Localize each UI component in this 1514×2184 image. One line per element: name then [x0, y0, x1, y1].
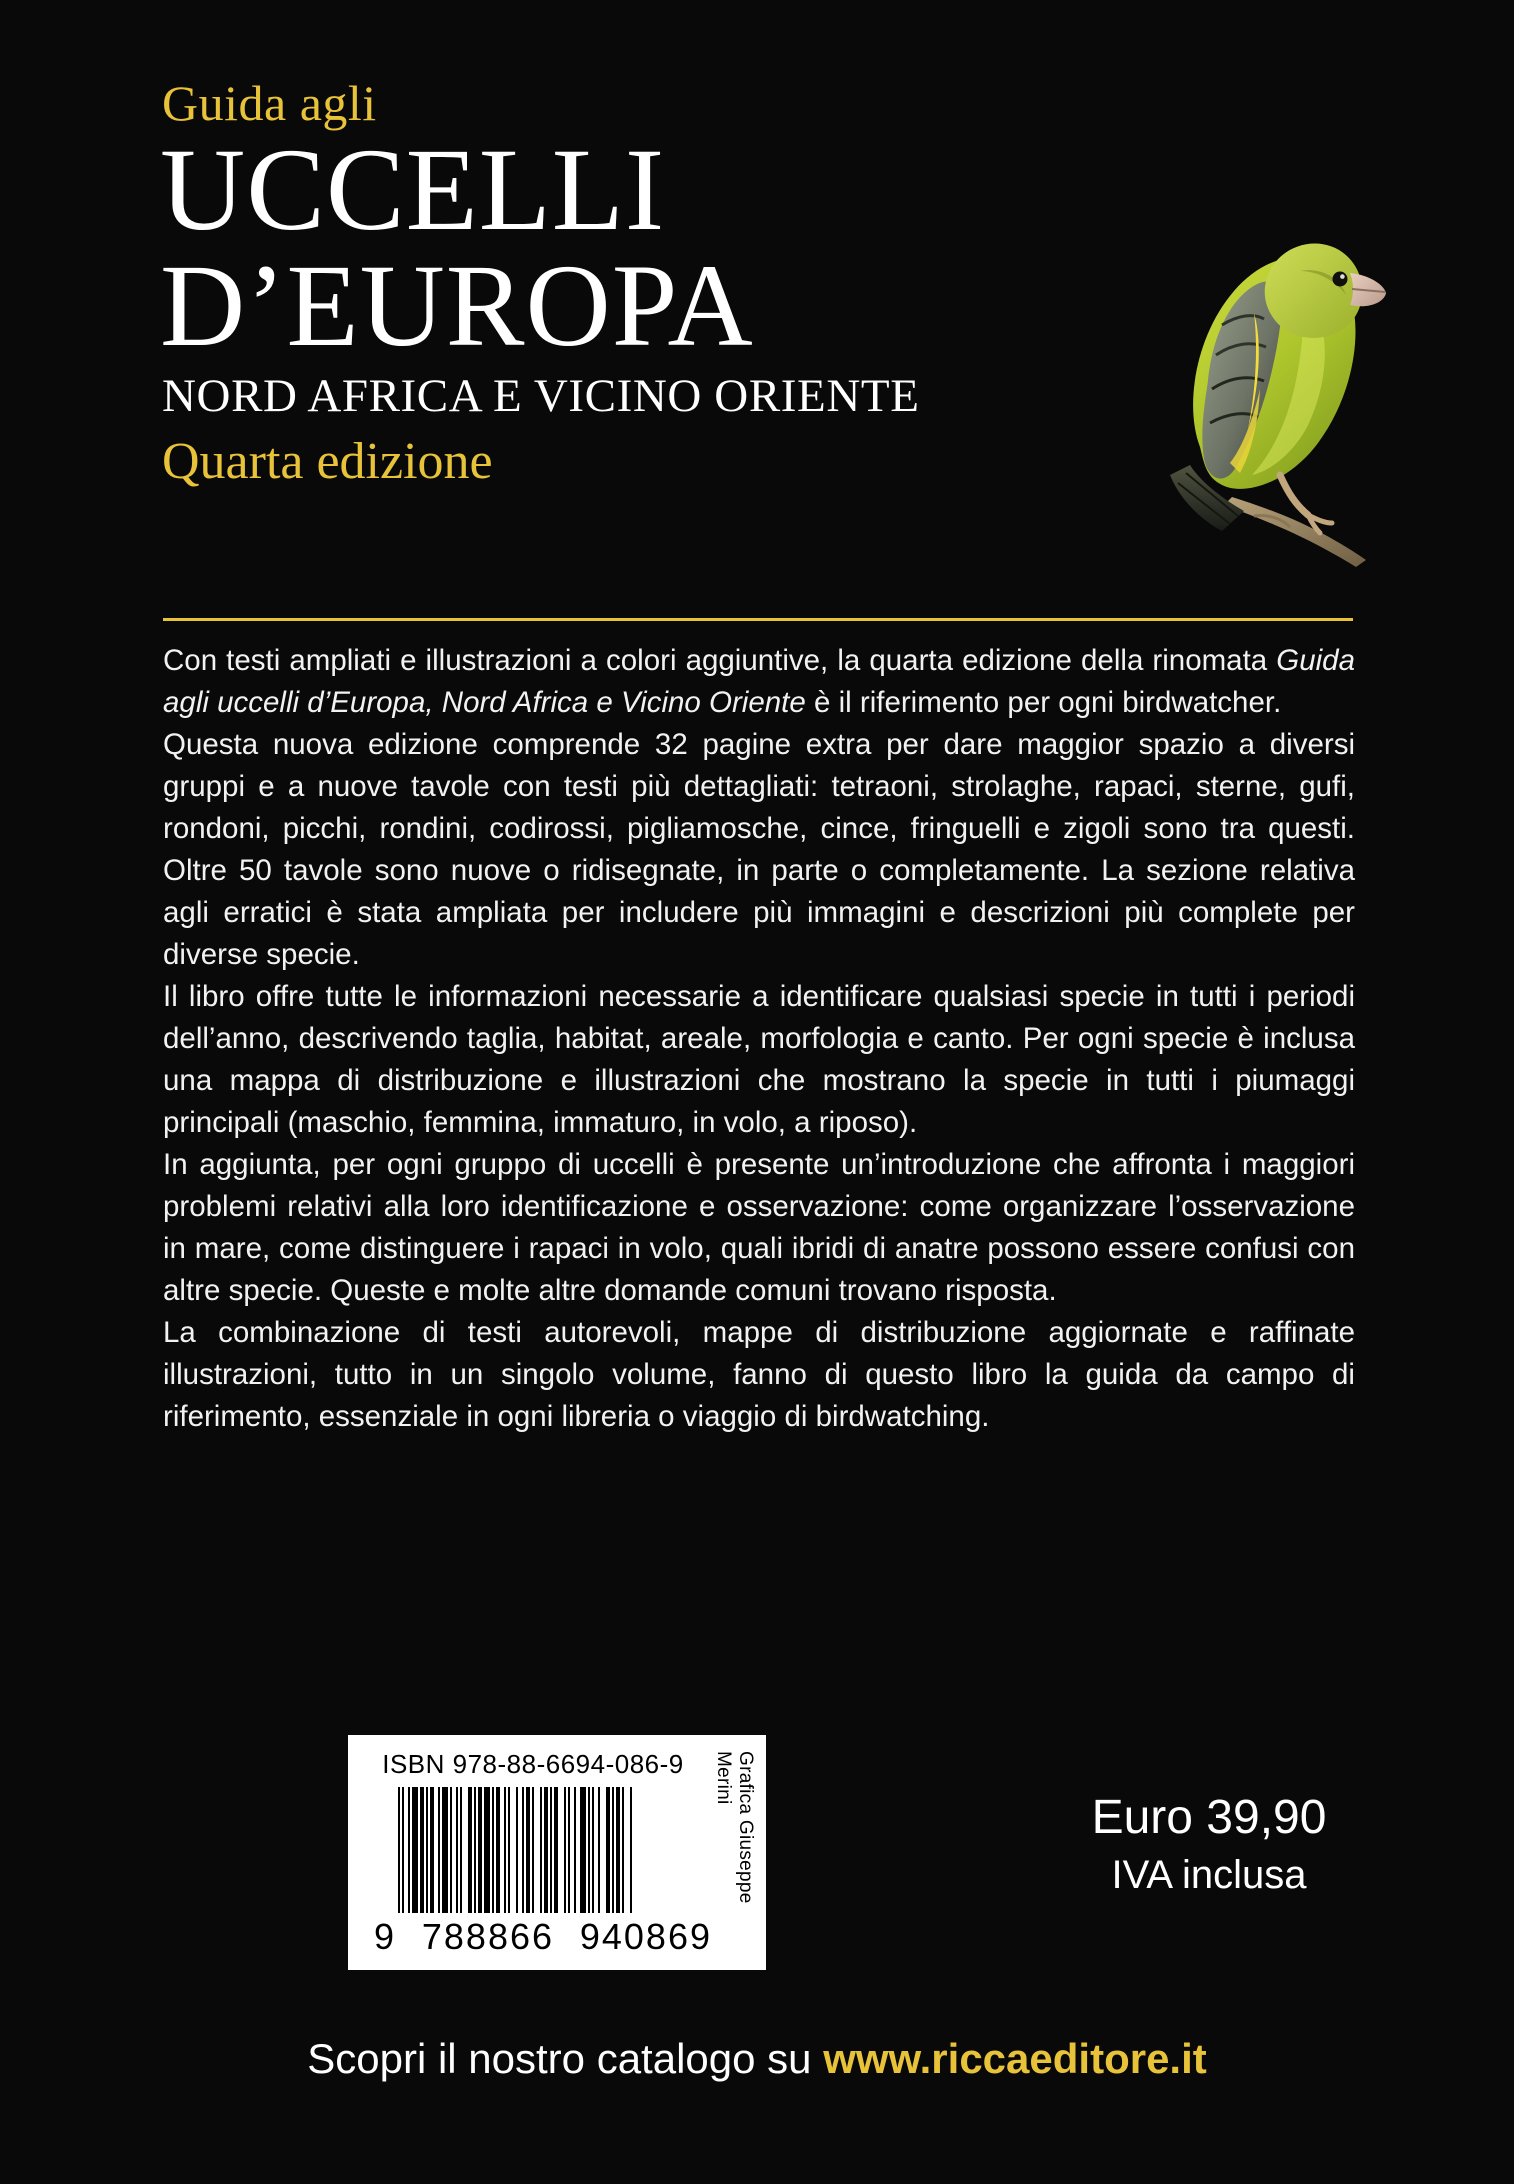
branch-shape — [1224, 497, 1366, 567]
blurb-text — [163, 640, 1355, 1438]
price-amount: Euro 39,90 — [1091, 1791, 1327, 1844]
cover-kicker: Guida agli — [162, 75, 377, 131]
cover-subtitle: NORD AFRICA E VICINO ORIENTE — [162, 370, 920, 423]
blurb-p1-part1: Con testi ampliati e illustrazioni a colori aggiuntive, la quarta edizione della rinomata — [163, 644, 1277, 677]
ean-group-2: 940869 — [579, 1916, 712, 1957]
designer-credit: Grafica Giuseppe Merini — [713, 1751, 756, 1904]
title-line-2: D’EUROPA — [160, 240, 754, 372]
eye-shape — [1333, 272, 1348, 287]
barcode-bars — [398, 1787, 688, 1913]
ean-group-1: 788866 — [421, 1916, 555, 1957]
ean-digits — [368, 1916, 718, 1958]
blurb-p1-part2: è il riferimento per ogni birdwatcher. — [805, 686, 1282, 719]
cover-edition: Quarta edizione — [162, 432, 493, 490]
blurb-paragraph-1 — [163, 640, 1355, 724]
blurb-paragraph-3: Il libro offre tutte le informazioni necessarie a identificare qualsiasi specie in tutti i periodi dell’anno, descrivendo taglia, habitat, areale, morfologia e canto. Per ogni specie è inclusa una mappa di distribuzione e illustrazioni che mostrano la specie in tutti i piumaggi principali (maschio, femmina, immaturo, in volo, a riposo). — [163, 980, 1355, 1139]
ean-left-digit: 9 — [374, 1916, 397, 1957]
isbn-barcode — [348, 1735, 766, 1970]
title-line-1: UCCELLI — [160, 124, 666, 255]
greenfinch-bird-illustration — [1104, 175, 1404, 575]
blurb-paragraph-5: La combinazione di testi autorevoli, mappe di distribuzione aggiornate e raffinate illustrazioni, tutto in un singolo volume, fanno di questo libro la guida da campo di riferimento, essenziale in ogni libreria o viaggio di birdwatching. — [163, 1316, 1355, 1433]
price-note: IVA inclusa — [1111, 1853, 1307, 1898]
price-block — [1044, 1790, 1374, 1898]
blurb-p1-italic-title: Guida agli uccelli d’Europa, Nord Africa e Vicino Oriente — [163, 644, 1355, 719]
publisher-footer — [0, 2035, 1514, 2083]
head-shape — [1265, 244, 1363, 338]
footer-text: Scopri il nostro catalogo su — [307, 2035, 824, 2082]
blurb-paragraph-4: In aggiunta, per ogni gruppo di uccelli è presente un’introduzione che affronta i maggiori problemi relativi alla loro identificazione e osservazione: come organizzare l’osservazione in mare, come distinguere i rapaci in volo, quali ibridi di anatre possono essere confusi con altre specie. Queste e molte altre domande comuni trovano risposta. — [163, 1148, 1355, 1307]
blurb-paragraph-2: Questa nuova edizione comprende 32 pagine extra per dare maggior spazio a diversi gruppi e a nuove tavole con testi più dettagliati: tetraoni, strolaghe, rapaci, sterne, gufi, rondoni, picchi, rondini, codirossi, pigliamosche, cince, fringuelli e zigoli sono tra questi. Oltre 50 tavole sono nuove o ridisegnate, in parte o completamente. La sezione relativa agli erratici è stata ampliata per includere più immagini e descrizioni più complete per diverse specie. — [163, 728, 1355, 971]
publisher-website-link[interactable]: www.riccaeditore.it — [823, 2035, 1207, 2082]
isbn-label: ISBN 978-88-6694-086-9 — [382, 1749, 684, 1779]
leg-shape — [1280, 475, 1308, 515]
accent-divider — [163, 618, 1353, 621]
